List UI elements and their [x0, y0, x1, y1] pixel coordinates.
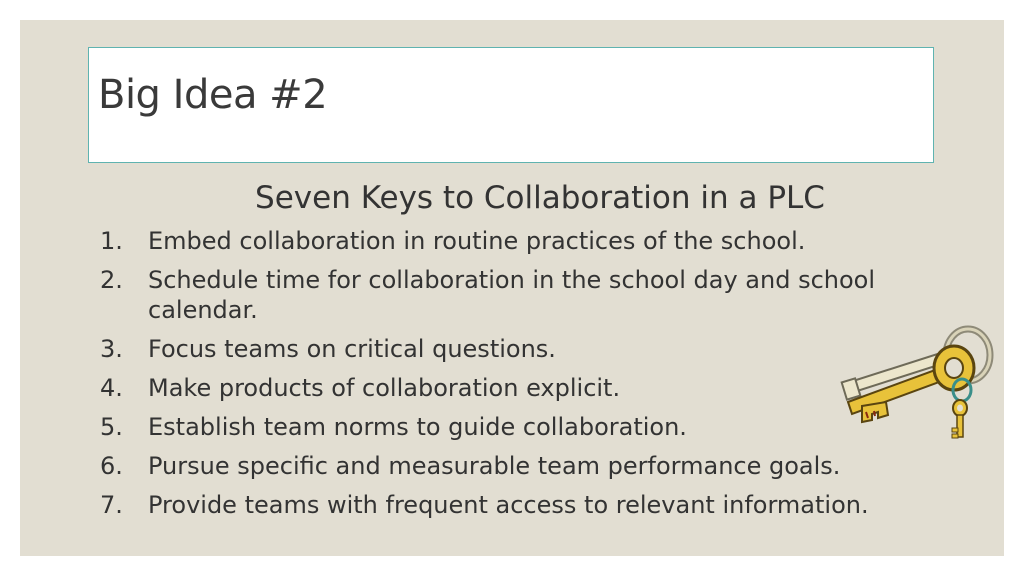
title-placeholder	[88, 47, 934, 163]
slide	[20, 20, 1004, 556]
list-number: 7.	[100, 491, 123, 519]
list-number: 6.	[100, 452, 123, 480]
list-number: 1.	[100, 227, 123, 255]
list-text: Pursue specific and measurable team performance goals.	[148, 452, 841, 480]
list-number: 5.	[100, 413, 123, 441]
keys-icon	[828, 310, 1008, 450]
slide-subtitle: Seven Keys to Collaboration in a PLC	[255, 180, 825, 216]
list-item	[100, 490, 980, 520]
list-text: Make products of collaboration explicit.	[148, 374, 621, 402]
list-number: 3.	[100, 335, 123, 363]
list-item	[100, 451, 980, 481]
list-item	[100, 226, 980, 256]
list-text: Embed collaboration in routine practices of the school.	[148, 227, 806, 255]
slide-title: Big Idea #2	[98, 72, 328, 118]
list-text: Provide teams with frequent access to relevant information.	[148, 491, 869, 519]
list-number: 2.	[100, 266, 123, 294]
list-text: Focus teams on critical questions.	[148, 335, 556, 363]
list-text: Establish team norms to guide collaboration.	[148, 413, 687, 441]
list-item	[100, 265, 888, 325]
list-text: Schedule time for collaboration in the school day and school calendar.	[148, 266, 876, 324]
list-number: 4.	[100, 374, 123, 402]
